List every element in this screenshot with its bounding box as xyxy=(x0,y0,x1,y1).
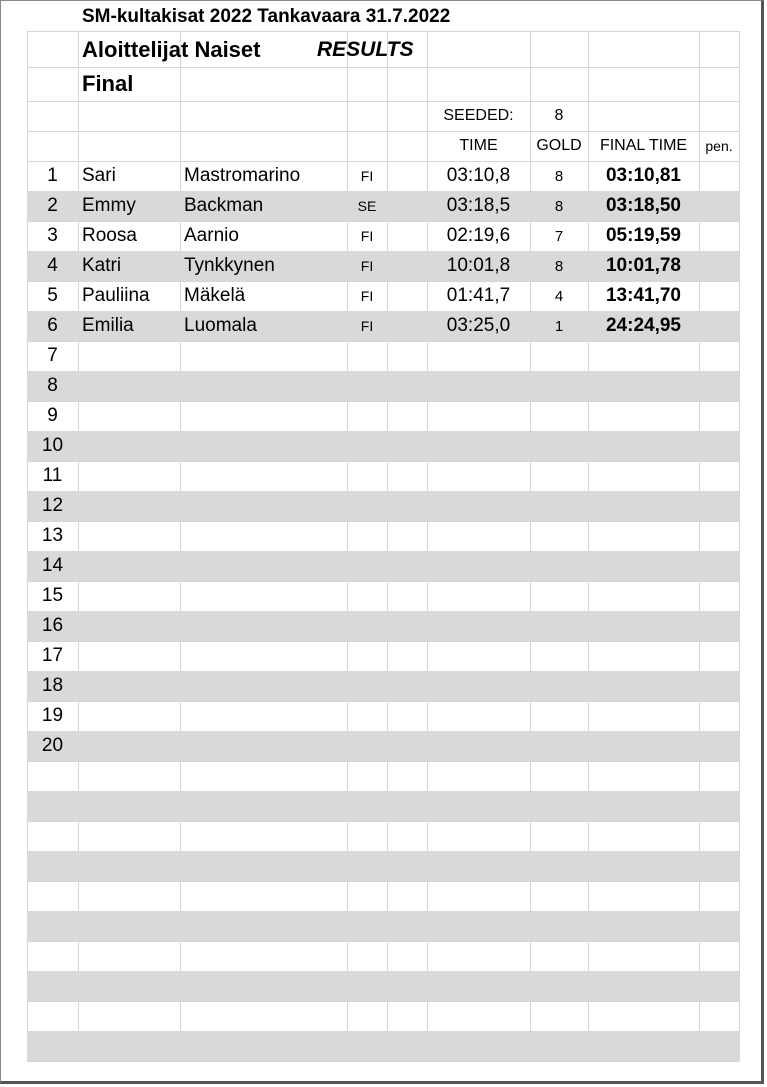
first-name-cell: Emilia xyxy=(82,315,134,336)
row-shading xyxy=(27,371,739,401)
gold-cell: 8 xyxy=(554,257,564,275)
country-cell: FI xyxy=(360,258,374,274)
position-cell: 14 xyxy=(41,555,64,576)
row-shading xyxy=(27,551,739,581)
country-cell: FI xyxy=(360,228,374,244)
position-cell: 15 xyxy=(41,585,64,606)
last-name-cell: Mastromarino xyxy=(184,165,301,186)
country-cell: FI xyxy=(360,168,374,184)
gold-cell: 7 xyxy=(554,227,564,245)
country-cell: SE xyxy=(357,198,377,214)
position-cell: 13 xyxy=(41,525,64,546)
final-time-cell: 10:01,78 xyxy=(605,255,681,276)
country-cell: FI xyxy=(360,288,374,304)
position-cell: 10 xyxy=(41,435,64,456)
position-cell: 8 xyxy=(47,375,58,396)
position-cell: 2 xyxy=(47,195,58,216)
position-cell: 1 xyxy=(47,165,58,186)
category-title: Aloittelijat Naiset xyxy=(82,37,261,62)
final-time-cell: 24:24,95 xyxy=(605,315,681,336)
time-cell: 03:18,5 xyxy=(446,195,511,216)
row-shading xyxy=(27,1031,739,1061)
first-name-cell: Sari xyxy=(82,165,116,186)
position-cell: 19 xyxy=(41,705,64,726)
position-cell: 4 xyxy=(47,255,58,276)
position-cell: 7 xyxy=(47,345,58,366)
grid-line xyxy=(27,1061,739,1062)
time-column-header: TIME xyxy=(459,137,498,154)
position-cell: 20 xyxy=(41,735,64,756)
grid-line xyxy=(27,521,739,522)
grid-line xyxy=(27,761,739,762)
country-cell: FI xyxy=(360,318,374,334)
gold-column-header: GOLD xyxy=(536,137,582,154)
position-cell: 5 xyxy=(47,285,58,306)
row-shading xyxy=(27,971,739,1001)
grid-line xyxy=(27,881,739,882)
row-shading xyxy=(27,731,739,761)
row-shading xyxy=(27,851,739,881)
final-time-column-header: FINAL TIME xyxy=(599,137,688,154)
gold-cell: 8 xyxy=(554,167,564,185)
position-cell: 18 xyxy=(41,675,64,696)
grid-line xyxy=(387,31,388,1061)
grid-line xyxy=(27,461,739,462)
last-name-cell: Mäkelä xyxy=(184,285,246,306)
last-name-cell: Aarnio xyxy=(184,225,239,246)
grid-line xyxy=(27,401,739,402)
final-time-cell: 13:41,70 xyxy=(605,285,681,306)
time-cell: 01:41,7 xyxy=(446,285,511,306)
last-name-cell: Backman xyxy=(184,195,264,216)
grid-line xyxy=(699,31,700,1061)
position-cell: 6 xyxy=(47,315,58,336)
final-time-cell: 03:10,81 xyxy=(605,165,681,186)
results-label: RESULTS xyxy=(317,38,414,61)
time-cell: 03:10,8 xyxy=(446,165,511,186)
position-cell: 3 xyxy=(47,225,58,246)
gold-cell: 8 xyxy=(554,197,564,215)
grid-line xyxy=(27,341,739,342)
grid-line xyxy=(27,101,739,102)
pen-column-header: pen. xyxy=(705,138,733,154)
first-name-cell: Emmy xyxy=(82,195,136,216)
round-title: Final xyxy=(82,71,134,96)
grid-line xyxy=(27,67,739,68)
seeded-value: 8 xyxy=(554,107,564,124)
grid-line xyxy=(27,581,739,582)
row-shading xyxy=(27,431,739,461)
row-shading xyxy=(27,491,739,521)
grid-line xyxy=(27,701,739,702)
grid-line xyxy=(27,641,739,642)
row-shading xyxy=(27,671,739,701)
position-cell: 17 xyxy=(41,645,64,666)
time-cell: 03:25,0 xyxy=(446,315,511,336)
row-shading xyxy=(27,911,739,941)
position-cell: 12 xyxy=(41,495,64,516)
grid-line xyxy=(27,1001,739,1002)
seeded-label: SEEDED: xyxy=(443,107,514,124)
final-time-cell: 03:18,50 xyxy=(605,195,681,216)
time-cell: 02:19,6 xyxy=(446,225,511,246)
grid-line xyxy=(27,31,739,32)
grid-line xyxy=(27,821,739,822)
gold-cell: 1 xyxy=(554,317,564,335)
first-name-cell: Roosa xyxy=(82,225,137,246)
position-cell: 16 xyxy=(41,615,64,636)
first-name-cell: Katri xyxy=(82,255,122,276)
time-cell: 10:01,8 xyxy=(446,255,511,276)
final-time-cell: 05:19,59 xyxy=(605,225,681,246)
grid-line xyxy=(739,31,740,1061)
position-cell: 11 xyxy=(42,465,63,486)
last-name-cell: Luomala xyxy=(184,315,257,336)
position-cell: 9 xyxy=(47,405,58,426)
row-shading xyxy=(27,791,739,821)
competition-title: SM-kultakisat 2022 Tankavaara 31.7.2022 xyxy=(82,6,451,27)
row-shading xyxy=(27,611,739,641)
first-name-cell: Pauliina xyxy=(82,285,150,306)
last-name-cell: Tynkkynen xyxy=(184,255,275,276)
gold-cell: 4 xyxy=(554,287,564,305)
grid-line xyxy=(27,941,739,942)
